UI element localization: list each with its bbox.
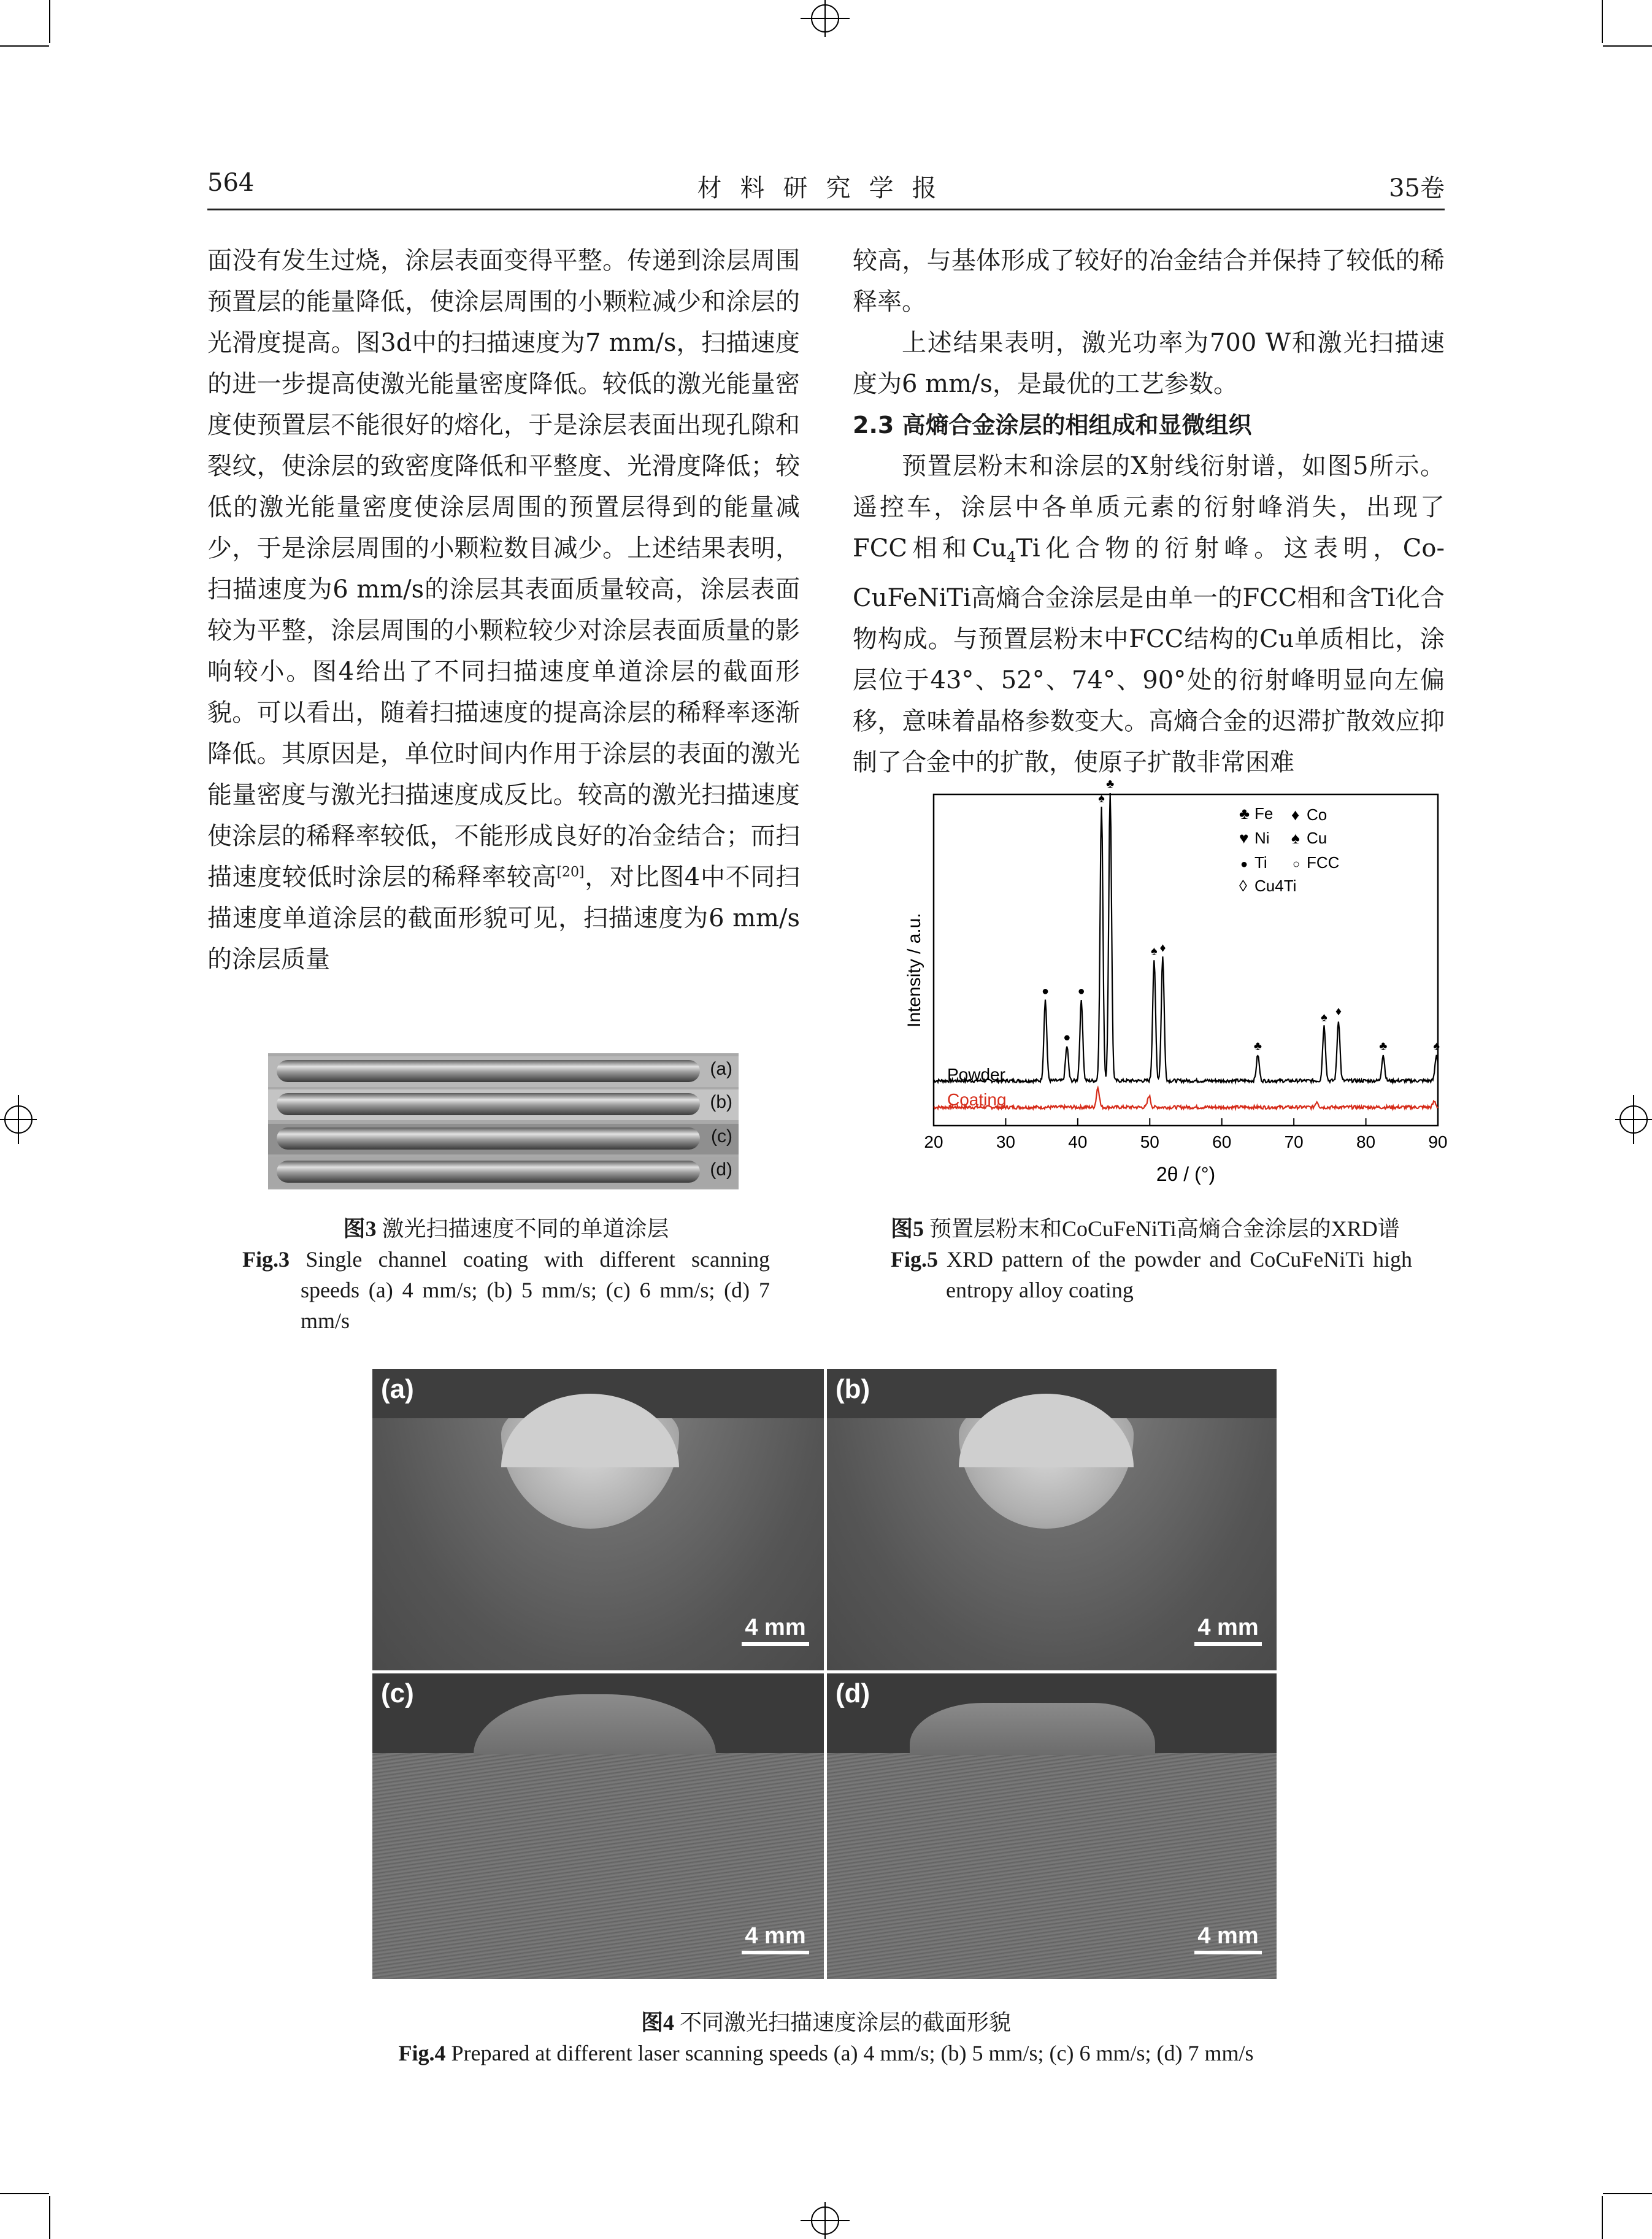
- fig4-panel-c: [372, 1673, 824, 1979]
- fig3-caption: [242, 1213, 770, 1336]
- x-tick-label: 60: [1212, 1132, 1232, 1151]
- crop-mark: [1603, 45, 1652, 47]
- scale-bar: 4 mm: [1194, 1923, 1262, 1954]
- scale-bar: 4 mm: [1194, 1615, 1262, 1646]
- panel-label: (c): [381, 1678, 414, 1708]
- peak-marker: ♣: [1379, 1039, 1388, 1053]
- legend-label: Ni: [1254, 829, 1270, 847]
- caption-zh: 图3 激光扫描速度不同的单道涂层: [343, 1216, 669, 1241]
- legend-symbol: ○: [1293, 858, 1300, 871]
- legend-label: FCC: [1307, 853, 1340, 872]
- legend-label: Cu: [1307, 829, 1327, 847]
- crop-mark: [1603, 2193, 1652, 2194]
- fig3-strip-c: (c): [268, 1124, 739, 1154]
- right-column: [853, 240, 1445, 783]
- x-tick-label: 20: [924, 1132, 943, 1151]
- powder-line: [934, 793, 1438, 1083]
- peak-marker: ●: [1041, 985, 1050, 999]
- crop-mark: [1602, 2196, 1603, 2239]
- page-number: 564: [207, 169, 255, 197]
- left-column: [207, 240, 800, 980]
- x-tick-label: 70: [1284, 1132, 1304, 1151]
- fig4-panel-a: [372, 1369, 824, 1670]
- peak-marker: ♣: [1106, 777, 1115, 791]
- crop-mark: [49, 0, 50, 43]
- registration-mark-right: [1609, 1086, 1652, 1153]
- peak-marker: ♠: [1321, 1010, 1327, 1024]
- peak-marker: ●: [1063, 1031, 1071, 1045]
- peak-marker: ♠: [1151, 944, 1158, 958]
- running-header: [207, 169, 1445, 205]
- coating-label: Coating: [947, 1090, 1007, 1109]
- peak-marker: ♣: [1253, 1039, 1262, 1053]
- paragraph: 预置层粉末和涂层的X射线衍射谱，如图5所示。遥控车，涂层中各单质元素的衍射峰消失，出现了FCC相和$Cu_4Ti$化合物的衍射峰。这表明，Co-CuFeNiTi高熵合金涂层是由单一的FCC相和含Ti化合物构成。与预置层粉末中FCC结构的Cu单质相比，涂层位于43°、52°、74°、90°处的衍射峰明显向左偏移，意味着晶格参数变大。高熵合金的迟滞扩散效应抑制了合金中的扩散，使原子扩散非常困难: [853, 452, 1445, 777]
- journal-title: 材料研究学报: [697, 174, 955, 202]
- caption-en: Fig.3 Single channel coating with different scanning speeds (a) 4 mm/s; (b) 5 mm/s; (c) 6 mm/s; (d) 7 mm/s: [242, 1247, 770, 1333]
- x-tick-label: 90: [1428, 1132, 1448, 1151]
- fig4-caption: [207, 2007, 1445, 2068]
- registration-mark-left: [0, 1086, 43, 1153]
- y-axis-label: Intensity / a.u.: [904, 913, 924, 1027]
- fig3-strip-d: (d): [268, 1157, 739, 1188]
- fig3-strip-b: (b): [268, 1089, 739, 1120]
- scale-bar: 4 mm: [742, 1615, 809, 1646]
- legend-symbol: ♠: [1291, 829, 1300, 847]
- caption-zh: 图4 不同激光扫描速度涂层的截面形貌: [640, 2010, 1012, 2035]
- legend: [1239, 804, 1339, 895]
- x-tick-label: 30: [996, 1132, 1016, 1151]
- peak-marker: ●: [1077, 985, 1085, 999]
- legend-symbol: ♣: [1239, 804, 1250, 823]
- fig5-caption: [891, 1213, 1412, 1305]
- panel-label: (a): [381, 1374, 414, 1404]
- xrd-chart: [883, 777, 1448, 1199]
- crop-mark: [1602, 0, 1603, 43]
- legend-symbol: ♦: [1291, 805, 1300, 824]
- legend-label: Co: [1307, 805, 1327, 824]
- crop-mark: [0, 45, 49, 47]
- crop-mark: [49, 2196, 50, 2239]
- peak-marker: ♦: [1335, 1005, 1342, 1019]
- fig3-strip-a: (a): [268, 1056, 739, 1087]
- fig4-panel-d: [827, 1673, 1277, 1979]
- section-heading: 2.3 高熵合金涂层的相组成和显微组织: [853, 412, 1252, 439]
- paragraph: 较高，与基体形成了较好的冶金结合并保持了较低的稀释率。: [853, 247, 1445, 316]
- caption-en: Fig.5 XRD pattern of the powder and CoCuFeNiTi high entropy alloy coating: [891, 1247, 1412, 1302]
- peak-marker: ♠: [1433, 1039, 1440, 1053]
- legend-label: Cu4Ti: [1254, 877, 1297, 895]
- caption-en: Fig.4 Prepared at different laser scanning speeds (a) 4 mm/s; (b) 5 mm/s; (c) 6 mm/s; (d) 7 mm/s: [398, 2041, 1254, 2065]
- coating-line: [934, 1088, 1438, 1109]
- panel-label: (b): [836, 1374, 870, 1404]
- paragraph: 面没有发生过烧，涂层表面变得平整。传递到涂层周围预置层的能量降低，使涂层周围的小颗粒减少和涂层的光滑度提高。图3d中的扫描速度为7 mm/s，扫描速度的进一步提高使激光能量密度降低。较低的激光能量密度使预置层不能很好的熔化，于是涂层表面出现孔隙和裂纹，使涂层的致密度降低和平整度、光滑度降低；较低的激光能量密度使涂层周围的预置层得到的能量减少，于是涂层周围的小颗粒数目减少。上述结果表明，扫描速度为6 mm/s的涂层其表面质量较高，涂层表面较为平整，涂层周围的小颗粒较少对涂层表面质量的影响较小。图4给出了不同扫描速度单道涂层的截面形貌。可以看出，随着扫描速度的提高涂层的稀释率逐渐降低。其原因是，单位时间内作用于涂层的表面的激光能量密度与激光扫描速度成反比。较高的激光扫描速度使涂层的稀释率较低，不能形成良好的冶金结合；而扫描速度较低时涂层的稀释率较高[20]，对比图4中不同扫描速度单道涂层的截面形貌可见，扫描速度为6 mm/s的涂层质量: [207, 247, 800, 974]
- registration-mark-bottom: [791, 2196, 859, 2239]
- legend-label: Ti: [1254, 853, 1267, 872]
- caption-zh: 图5 预置层粉末和CoCuFeNiTi高熵合金涂层的XRD谱: [891, 1216, 1400, 1241]
- panel-label: (d): [836, 1678, 870, 1708]
- peak-marker: ♦: [1159, 941, 1166, 955]
- paragraph: 上述结果表明，激光功率为700 W和激光扫描速度为6 mm/s，是最优的工艺参数。: [853, 329, 1445, 398]
- scale-bar: 4 mm: [742, 1923, 809, 1954]
- fig4-panel-b: [827, 1369, 1277, 1670]
- legend-symbol: ●: [1240, 858, 1248, 871]
- legend-symbol: ♥: [1239, 829, 1249, 847]
- registration-mark-top: [791, 0, 859, 43]
- x-tick-label: 40: [1068, 1132, 1088, 1151]
- plot-frame: [934, 794, 1438, 1126]
- powder-label: Powder: [947, 1065, 1005, 1084]
- x-axis-label: 2θ / (°): [1156, 1163, 1216, 1185]
- legend-symbol: ◊: [1239, 877, 1247, 895]
- citation: [20]: [556, 864, 585, 880]
- peak-marker: ♠: [1098, 791, 1105, 805]
- crop-mark: [0, 2193, 49, 2194]
- legend-label: Fe: [1254, 804, 1274, 823]
- x-tick-label: 50: [1140, 1132, 1159, 1151]
- x-tick-label: 80: [1356, 1132, 1376, 1151]
- header-rule: [207, 209, 1445, 210]
- coating-bead: [910, 1703, 1155, 1755]
- volume-label: 35卷: [1389, 174, 1445, 202]
